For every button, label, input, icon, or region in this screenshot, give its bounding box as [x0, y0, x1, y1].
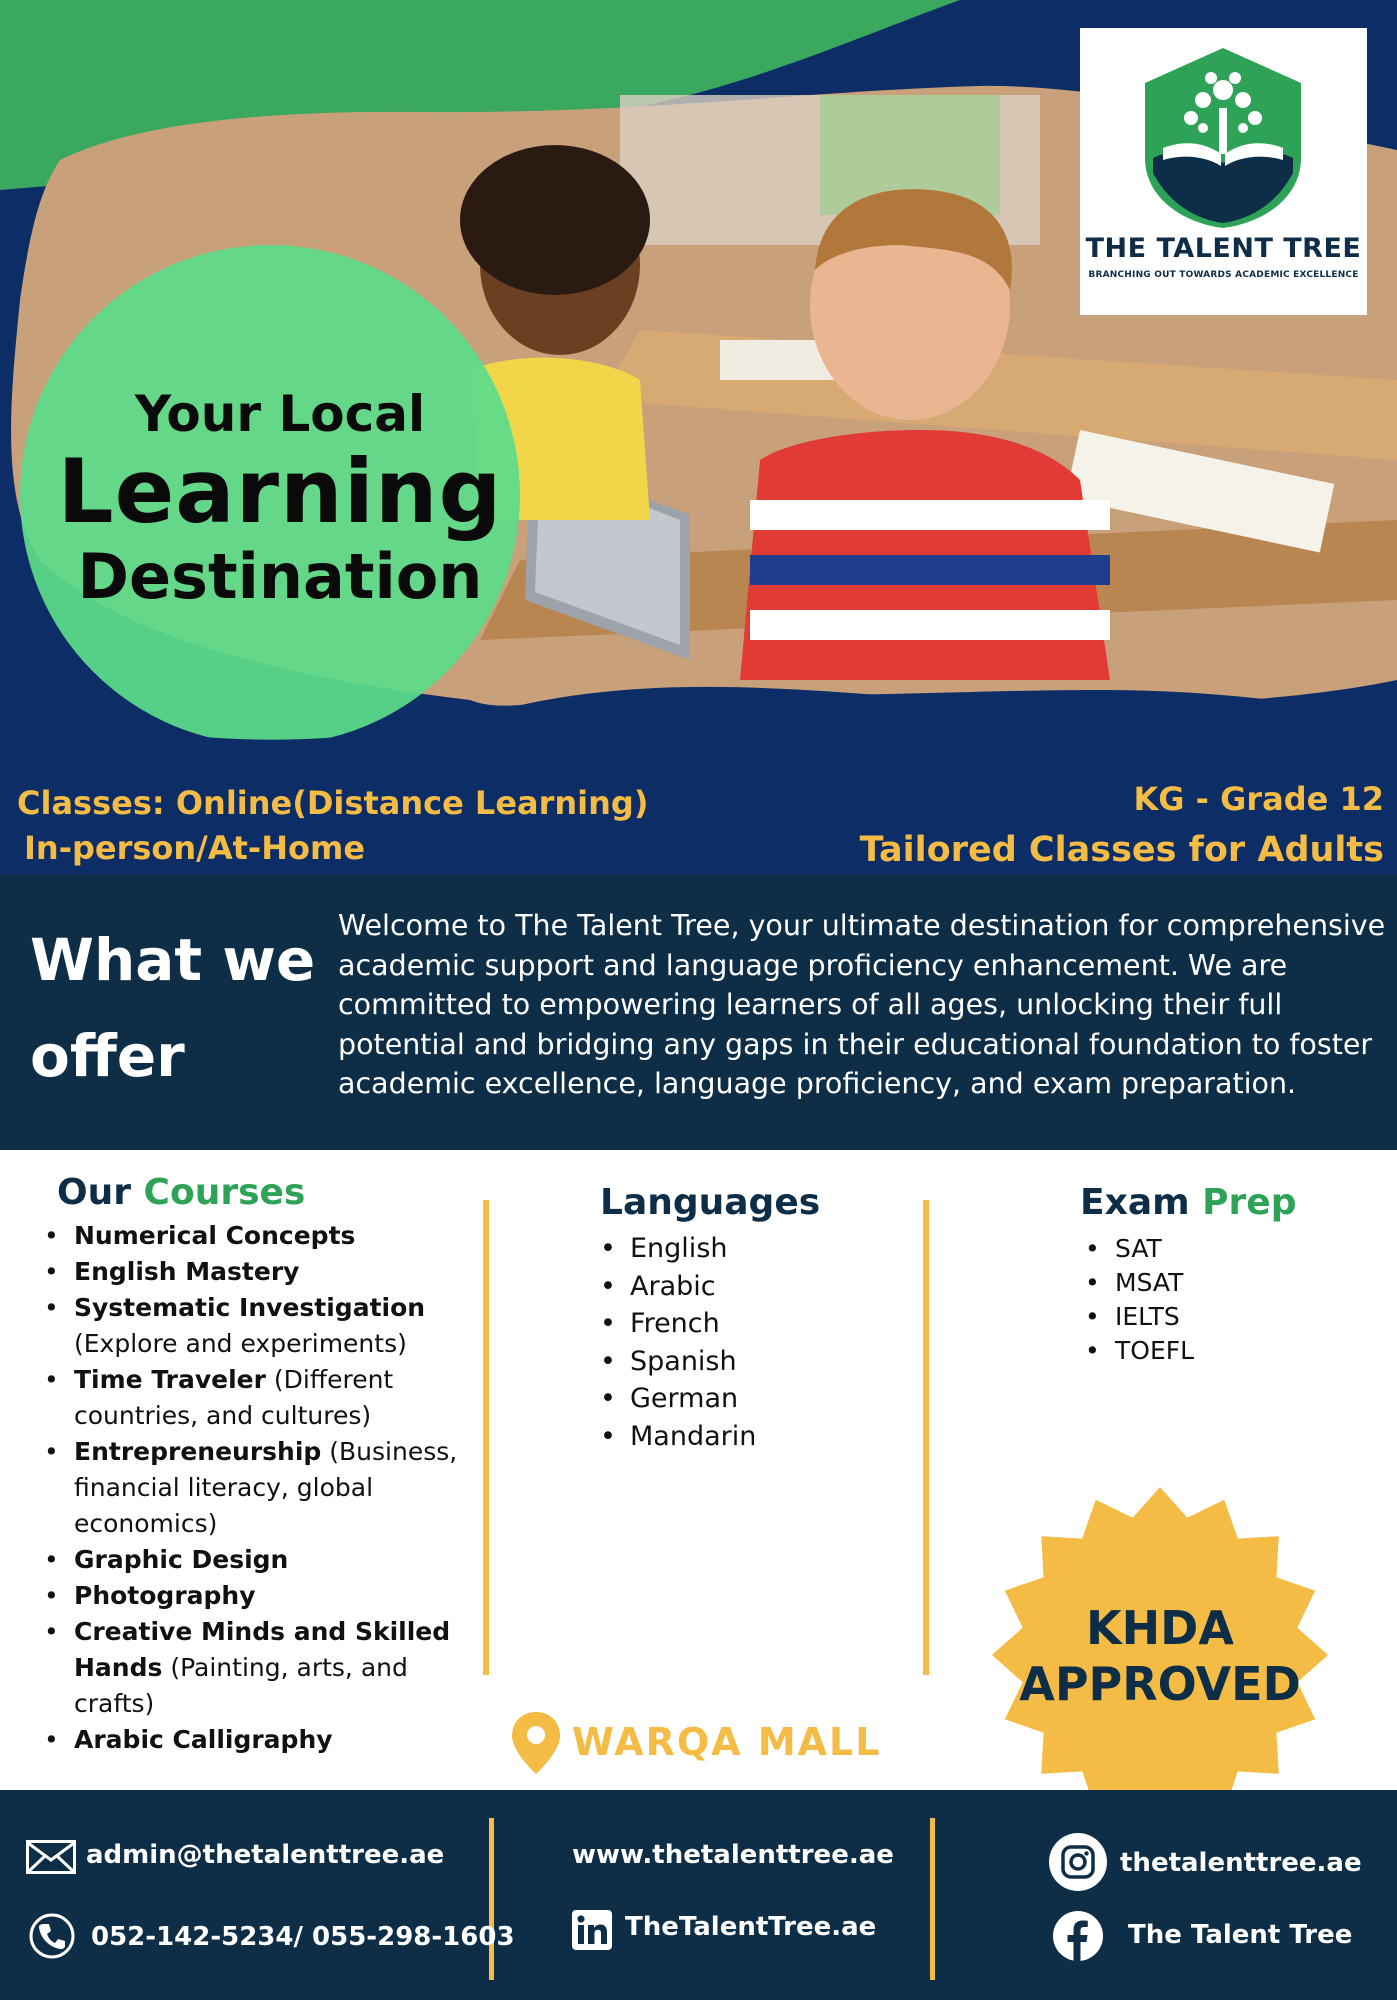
exam-item: • TOEFL	[1085, 1334, 1335, 1368]
headline-line-3: Destination	[77, 540, 483, 613]
language-item: • Spanish	[600, 1343, 900, 1381]
contact-email[interactable]: admin@thetalenttree.ae	[86, 1840, 445, 1870]
tree-book-logo-icon	[1133, 48, 1314, 228]
logo	[1080, 28, 1367, 315]
courses-list	[44, 1218, 464, 1758]
course-name: Time Traveler	[74, 1365, 266, 1394]
course-item	[44, 1722, 464, 1758]
column-divider	[923, 1200, 929, 1675]
instagram-icon	[1048, 1832, 1108, 1892]
phone-icon	[28, 1912, 76, 1960]
footer-divider	[930, 1818, 935, 1980]
language-item: • French	[600, 1305, 900, 1343]
exam-item: • SAT	[1085, 1232, 1335, 1266]
languages-list	[600, 1230, 900, 1455]
classes-line-1: Classes: Online(Distance Learning)	[17, 784, 649, 822]
course-detail: (Explore and experiments)	[74, 1329, 407, 1358]
footer-divider	[489, 1818, 494, 1980]
exam-prep-list	[1085, 1232, 1335, 1368]
course-name: Arabic Calligraphy	[74, 1725, 333, 1754]
offer-text: Welcome to The Talent Tree, your ultimate destination for comprehensive academic support and language proficiency enhancement. We are committed to empowering learners of all ages, unlocking their full potential and bridging any gaps in their educational foundation to foster academic excellence, language proficiency, and exam preparation.	[338, 909, 1386, 1100]
course-name: Numerical Concepts	[74, 1221, 356, 1250]
exam-prep-title-a: Exam	[1080, 1182, 1190, 1223]
badge-line-1: KHDA	[1086, 1601, 1234, 1655]
exam-item: • IELTS	[1085, 1300, 1335, 1334]
course-item	[44, 1290, 464, 1362]
course-name: English Mastery	[74, 1257, 300, 1286]
course-item	[44, 1614, 464, 1722]
courses-title-b: Courses	[143, 1172, 306, 1213]
language-item: • English	[600, 1230, 900, 1268]
contact-instagram[interactable]: thetalenttree.ae	[1120, 1848, 1362, 1878]
course-name: Entrepreneurship	[74, 1437, 322, 1466]
language-item: • German	[600, 1380, 900, 1418]
headline-line-1: Your Local	[134, 385, 426, 443]
hero-section	[0, 0, 1397, 875]
course-name: Photography	[74, 1581, 256, 1610]
course-item	[44, 1218, 464, 1254]
course-name: Creative Minds and Skilled Hands	[74, 1617, 451, 1682]
logo-tagline: BRANCHING OUT TOWARDS ACADEMIC EXCELLENCE	[1088, 270, 1359, 280]
contact-footer	[0, 1790, 1397, 2000]
offer-title: What we offer	[30, 926, 316, 1090]
contact-phone[interactable]: 052-142-5234/ 055-298-1603	[91, 1922, 515, 1952]
exam-prep-title	[1080, 1182, 1297, 1223]
exam-item: • MSAT	[1085, 1266, 1335, 1300]
courses-title-a: Our	[57, 1172, 131, 1213]
exam-prep-title-b: Prep	[1202, 1182, 1297, 1223]
facebook-icon	[1052, 1910, 1104, 1962]
khda-badge-text	[990, 1600, 1330, 1712]
classes-line-2: In-person/At-Home	[24, 829, 366, 867]
course-item	[44, 1542, 464, 1578]
course-detail: (Painting, arts, and crafts)	[74, 1653, 408, 1718]
course-detail: (Business, financial literacy, global economics)	[74, 1437, 458, 1538]
courses-title	[57, 1172, 305, 1213]
course-item	[44, 1254, 464, 1290]
contact-website[interactable]: www.thetalenttree.ae	[572, 1840, 894, 1870]
course-detail: (Different countries, and cultures)	[74, 1365, 394, 1430]
grades-line-2: Tailored Classes for Adults	[859, 830, 1384, 870]
location-label: WARQA MALL	[572, 1720, 882, 1764]
map-pin-icon	[512, 1712, 560, 1774]
grades-line-1: KG - Grade 12	[1133, 780, 1384, 818]
language-item: • Arabic	[600, 1268, 900, 1306]
course-item	[44, 1362, 464, 1434]
logo-title: THE TALENT TREE	[1085, 233, 1362, 264]
contact-linkedin[interactable]: TheTalentTree.ae	[625, 1912, 877, 1942]
course-item	[44, 1434, 464, 1542]
column-divider	[483, 1200, 489, 1675]
languages-title: Languages	[600, 1182, 821, 1223]
course-name: Graphic Design	[74, 1545, 289, 1574]
course-name: Systematic Investigation	[74, 1293, 426, 1322]
course-item	[44, 1578, 464, 1614]
language-item: • Mandarin	[600, 1418, 900, 1456]
contact-facebook[interactable]: The Talent Tree	[1128, 1920, 1353, 1950]
email-icon	[26, 1840, 76, 1874]
badge-line-2: APPROVED	[1019, 1657, 1301, 1711]
linkedin-icon	[572, 1910, 612, 1950]
headline-line-2: Learning	[57, 440, 503, 543]
